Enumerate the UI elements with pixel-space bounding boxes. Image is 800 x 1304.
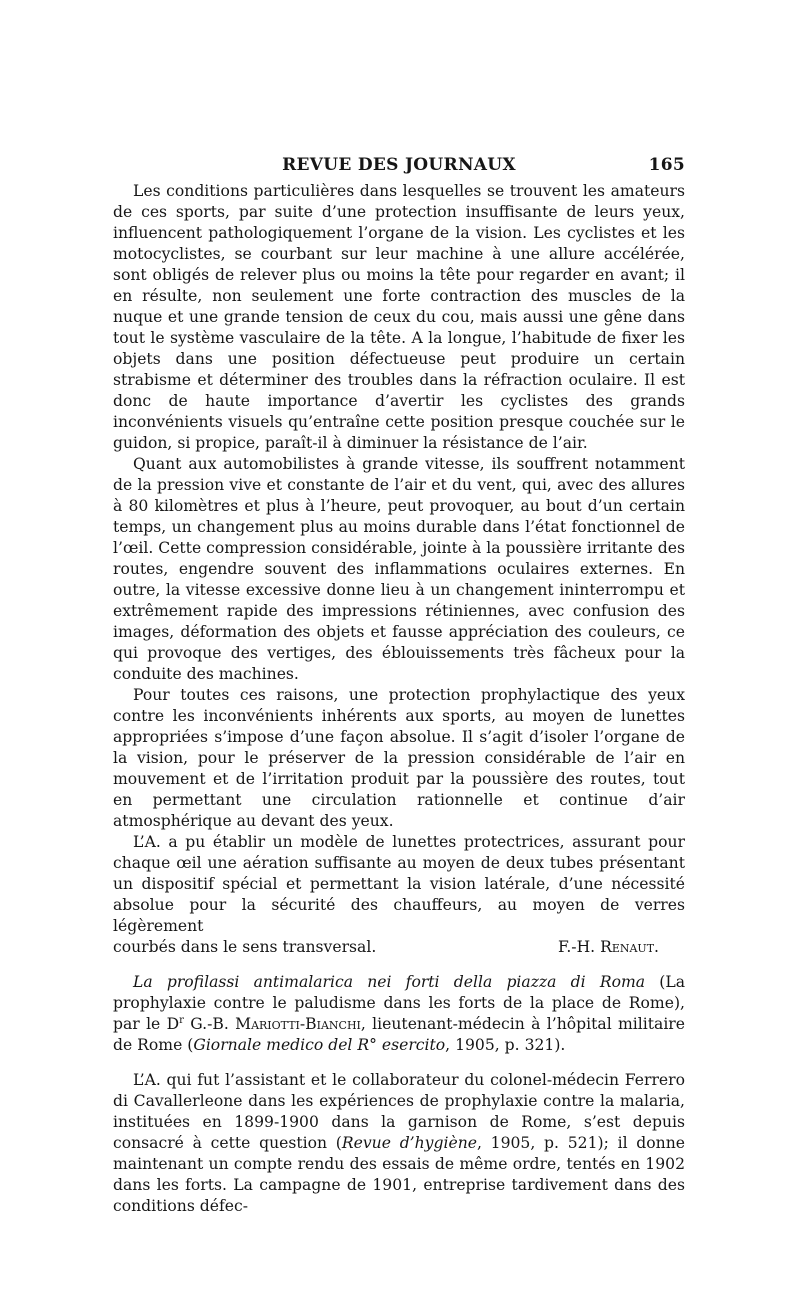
author-initials: G.-B. xyxy=(183,1015,236,1033)
author-signature: F.-H. Renaut. xyxy=(557,938,659,956)
dr-superscript: r xyxy=(179,1014,184,1026)
paragraph-sports-conditions: Les conditions particulières dans lesquelles se trouvent les amateurs de ces sports, par suite d’une protection insuffisante de leurs yeux, influencent pathologiquement l’organe de la vision. Les cyclistes et les motocyclistes, se courbant sur leur machine à une allure accélérée, sont obligés de relever plus ou moins la tête pour regarder en avant; il en résulte, non seulement une forte contraction des muscles de la nuque et une grande tension de ceux du cou, mais aussi une gêne dans tout le système vasculaire de la tête. A la longue, l’habitude de fixer les objets dans une position défectueuse peut produire un certain strabisme et déterminer des troubles dans la réfraction oculaire. Il est donc de haute importance d’avertir les cyclistes des grands inconvénients visuels qu’entraîne cette position presque couchée sur le guidon, si propice, paraît-il à diminuer la résistance de l’air. xyxy=(113,182,685,452)
document-page xyxy=(113,155,685,1217)
paragraph-protection: Pour toutes ces raisons, une protection prophylactique des yeux contre les inconvénients inhérents aux sports, au moyen de lunettes appropriées s’impose d’une façon absolue. Il s’agit d’isoler l’organe de la vision, pour le préserver de la pression considérable de l’air en mouvement et de l’irritation produit par la poussière des routes, tout en permettant une circulation rationnelle et continue d’air atmosphérique au devant des yeux. xyxy=(113,686,685,830)
goggles-text-end: courbés dans le sens transversal. xyxy=(113,938,377,956)
goggles-text: L’A. a pu établir un modèle de lunettes protectrices, assurant pour chaque œil une aération suffisante au moyen de deux tubes présentant un dispositif spécial et permettant la vision latérale, d’une nécessité absolue pour la sécurité des chauffeurs, au moyen de verres légèrement xyxy=(113,833,685,935)
citation-intro: (La prophylaxie contre le paludisme dans les forts de la place de Rome), par le D xyxy=(113,973,685,1033)
paragraph-malaria-citation xyxy=(113,972,685,1056)
signature-line xyxy=(113,937,685,958)
revue-hygiene: Revue d’hygiène xyxy=(341,1134,477,1152)
experiments-text-b: , 1905, p. 521); il donne maintenant un compte rendu des essais de même ordre, tentés en 1902 dans les forts. La campagne de 1901, entreprise tardivement dans des conditions défec- xyxy=(113,1134,685,1215)
running-header xyxy=(113,155,685,181)
article-title: La profilassi antimalarica nei forti della piazza di Roma xyxy=(133,973,646,991)
citation-mid: , lieutenant-médecin à l’hôpital militaire de Rome ( xyxy=(113,1015,685,1054)
journal-title: REVUE DES JOURNAUX xyxy=(282,155,516,175)
journal-name: Giornale medico del R° esercito xyxy=(193,1036,446,1054)
body-text xyxy=(113,181,685,1217)
paragraph-goggles-model xyxy=(113,832,685,937)
section-gap xyxy=(113,958,685,972)
experiments-text-a: L’A. qui fut l’assistant et le collaborateur du colonel-médecin Ferrero di Cavallerleone dans les expériences de prophylaxie contre la malaria, instituées en 1899-1900 dans la garnison de Rome, s’est depuis consacré à cette question ( xyxy=(113,1071,685,1152)
paragraph-gap xyxy=(113,1056,685,1070)
citation-end: , 1905, p. 321). xyxy=(445,1036,566,1054)
paragraph-automobilists: Quant aux automobilistes à grande vitesse, ils souffrent notamment de la pression vive et constante de l’air et du vent, qui, avec des allures à 80 kilomètres et plus à l’heure, peut provoquer, au bout d’un certain temps, un changement plus au moins durable dans l’état fonctionnel de l’œil. Cette compression considérable, jointe à la poussière irritante des routes, engendre souvent des inflammations oculaires externes. En outre, la vitesse excessive donne lieu à un changement ininterrompu et extrêmement rapide des impressions rétiniennes, avec confusion des images, déformation des objets et fausse appréciation des couleurs, ce qui provoque des vertiges, des éblouissements très fâcheux pour la conduite des machines. xyxy=(113,455,685,683)
paragraph-malaria-experiments xyxy=(113,1070,685,1217)
page-number: 165 xyxy=(648,155,685,175)
author-name: Mariotti-Bianchi xyxy=(235,1015,361,1033)
